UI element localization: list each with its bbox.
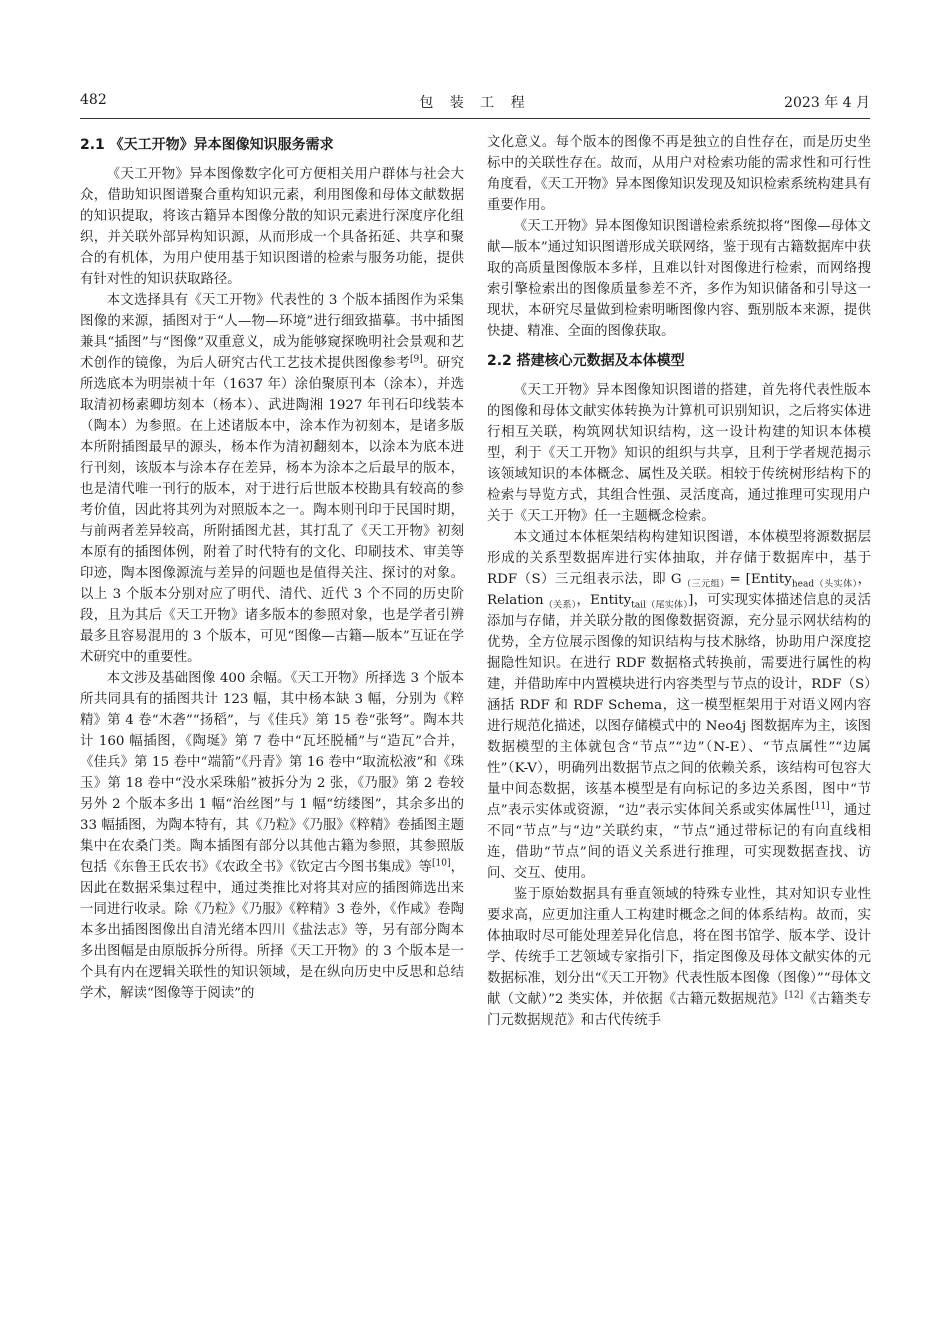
page-number: 482 — [80, 92, 107, 108]
journal-title: 包 装 工 程 — [419, 95, 531, 111]
text-run: 。研究所选底本为明崇祯十年（1637 年）涂伯聚原刊本（涂本），并选取清初杨素卿坊刻本（杨本）、武进陶湘 1927 年刊石印线装本（陶本）为参照。在上述诸版本中，涂本作为初刻本，是诸多版本所附插图最早的源头，杨本作为清初翻刻本，以涂本为底本进行刊刻，该版本与涂本存在差异，杨本为涂本之后最早的版本，也是清代唯一刊行的版本，对于进行后世版本校勘具有较高的参考价值，因此将其列为对照版本之一。陶本则刊印于民国时期，与前两者差异较高，所附插图尤甚，其打乱了《天工开物》初刻本原有的插图体例，附着了时代特有的文化、印刷技术、审美等印迹，陶本图像源流与差异的问题也是值得关注、探讨的对象。以上 3 个版本分别对应了明代、清代、近代 3 个不同的历史阶段，且为其后《天工开物》诸多版本的参照对象，也是学者引辨最多且容易混用的 3 个版本，可见“图像—古籍—版本”互证在学术研究中的重要性。 — [80, 356, 464, 665]
citation: [11] — [811, 801, 830, 812]
right-column — [487, 132, 871, 1031]
text-run: ，因此在数据采集过程中，通过类推比对将其对应的插图筛选出来一同进行收录。除《乃粒》《乃服》《粹精》3 卷外，《作咸》卷陶本多出插图图像出自清光绪本四川《盐法志》等，另有部分陶本多出图幅是由原版拆分所得。所择《天工开物》的 3 个版本是一个具有内在逻辑关联性的知识领域，是在纵向历史中反思和总结学术，解读“图像等于阅读”的 — [80, 860, 465, 1001]
running-header — [80, 92, 870, 120]
citation: [10] — [431, 858, 451, 869]
text-run: ，通过不同“节点”与“边”关联约束，“节点”通过带标记的有向直线相连，借助“节点”间的语义关系进行推理，可实现数据查找、访问、交互、使用。 — [487, 803, 871, 881]
text-run: 鉴于原始数据具有垂直领域的特殊专业性，其对知识专业性要求高，应更加注重人工构建时概念之间的体系结构。故而，实体抽取时尽可能处理差异化信息，将在图书馆学、版本学、设计学、传统手工艺领域专家指引下，指定图像及母体文献实体的元数据标准，划分出“《天工开物》代表性版本图像（图像）”“母体文献（文献）”2 类实体，并依据《古籍元数据规范》 — [487, 887, 871, 1007]
paragraph: 《天工开物》异本图像知识图谱检索系统拟将“图像—母体文献—版本”通过知识图谱形成关联网络，鉴于现有古籍数据库中获取的高质量图像版本多样，且难以针对图像进行检索，而网络搜索引擎检索出的图像质量参差不齐，多作为知识储备和引导这一现状，本研究尽量做到检索明晰图像内容、甄别版本来源，提供快捷、精准、全面的图像获取。 — [487, 219, 871, 339]
section-heading-2-2: 2.2 搭建核心元数据及本体模型 — [487, 353, 685, 369]
text-run: ，Relation — [487, 572, 871, 608]
paragraph: 《天工开物》异本图像数字化可方便相关用户群体与社会大众，借助知识图谱聚合重构知识元素，利用图像和母体文献数据的知识提取，将该古籍异本图像分散的知识元素进行深度序化组织，并关联外部异构知识源，从而形成一个具备拓延、共享和聚合的有机体，为用户使用基于知识图谱的检索与服务功能，提供有针对性的知识获取路径。 — [80, 167, 464, 287]
paragraph — [80, 290, 464, 668]
text-run: 本文涉及基础图像 400 余幅。《天工开物》所择选 3 个版本所共同具有的插图共计 123 幅，其中杨本缺 3 幅，分别为《粹精》第 4 卷“木砻”“扬稻”，与《佳兵》第 15 卷“张弩”。陶本共计 160 幅插图，《陶埏》第 7 卷中“瓦坯脱桶”与“造瓦”合并，《佳兵》第 15 卷中“端箭”《丹青》第 16 卷中“取流松液”和《珠玉》第 18 卷中“没水采珠船”被拆分为 2 张，《乃服》第 2 卷较另外 2 个版本多出 1 幅“治丝图”与 1 幅“纺缕图”，其余多出的 33 幅插图，为陶本特有，其《乃粒》《乃服》《粹精》卷插图主题集中在农桑门类。陶本插图有部分以其他古籍为参照，其参照版包括《东鲁王氏农书》《农政全书》《钦定古今图书集成》等 — [80, 671, 464, 875]
section-heading-2-1: 2.1 《天工开物》异本图像知识服务需求 — [80, 137, 334, 153]
paragraph: 文化意义。每个版本的图像不再是独立的自性存在，而是历史坐标中的关联性存在。故而，从用户对检索功能的需求性和可行性角度看，《天工开物》异本图像知识发现及知识检索系统构建具有重要作用。 — [487, 135, 871, 213]
subscript: （三元组） — [681, 579, 730, 590]
text-run: 本文选择具有《天工开物》代表性的 3 个版本插图作为采集图像的来源，插图对于“人—物—环境”进行细致描摹。书中插图兼具“插图”与“图像”双重意义，成为能够窥探晚明社会景观和艺术创作的镜像，为后人研究古代工艺技术提供图像参考 — [80, 293, 464, 371]
text-run: ]，可实现实体描述信息的灵活添加与存储，并关联分散的图像数据资源，充分显示网状结构的优势，全方位展示图像的知识结构与技术脉络，协助用户深度挖掘隐性知识。在进行 RDF 数据格式转换前，需要进行属性的构建，并借助库中内置模块进行内容类型与节点的设计，RDF（S）涵括 RDF 和 RDF Schema，这一模型框架用于对语义网内容进行规范化描述，以图存储模式中的 Neo4j 图数据库为主，该图数据模型的主体就包含“节点”“边”（N-E）、“节点属性”“边属性”（K-V），明确列出数据节点之间的依赖关系，该结构可包容大量中间态数据，该基本模型是有向标记的多边关系图，图中“节点”表示实体或资源，“边”表示实体间关系或实体属性 — [487, 593, 871, 818]
paragraph — [487, 527, 871, 884]
subscript: head（头实体） — [791, 579, 858, 590]
header-rule — [80, 118, 870, 119]
paragraph — [80, 668, 464, 1004]
text-run: 《古籍类专门元数据规范》和古代传统手 — [487, 992, 872, 1028]
paragraph — [487, 884, 871, 1031]
issue-date: 2023 年 4 月 — [784, 95, 870, 111]
text-run: 本文通过本体框架结构构建知识图谱，本体模型将源数据层形成的关系型数据库进行实体抽取，并存储于数据库中，基于 RDF（S）三元组表示法，即 G — [487, 530, 871, 587]
paragraph: 《天工开物》异本图像知识图谱的搭建，首先将代表性版本的图像和母体文献实体转换为计算机可识别知识，之后将实体进行相互关联，构筑网状知识结构，这一设计构建的知识本体模型，利于《天工开物》知识的组织与共享，且利于学者规范揭示该领域知识的本体概念、属性及关联。相较于传统树形结构下的检索与导览方式，其组合性强、灵活度高，通过推理可实现用户关于《天工开物》任一主题概念检索。 — [487, 383, 871, 524]
citation: [9] — [410, 354, 423, 365]
subscript: tail（尾实体） — [631, 600, 689, 611]
text-run: ，Entity — [576, 593, 632, 608]
subscript: （关系） — [543, 600, 577, 611]
text-run: = [Entity — [729, 572, 792, 587]
left-column — [80, 132, 464, 1004]
citation: [12] — [784, 990, 804, 1001]
